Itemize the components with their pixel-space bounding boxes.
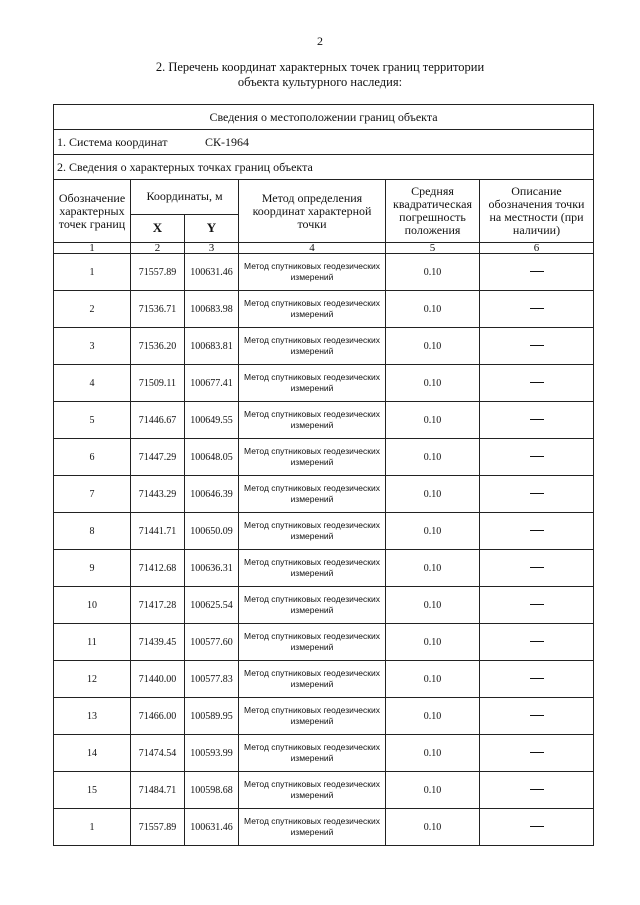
method-cell: Метод спутниковых геодезических измерений bbox=[239, 365, 386, 402]
column-number-6: 6 bbox=[480, 243, 594, 254]
method-cell: Метод спутниковых геодезических измерений bbox=[239, 587, 386, 624]
error-cell: 0.10 bbox=[386, 772, 480, 809]
x-cell: 71557.89 bbox=[131, 809, 185, 846]
error-cell: 0.10 bbox=[386, 365, 480, 402]
method-cell: Метод спутниковых геодезических измерений bbox=[239, 550, 386, 587]
method-cell: Метод спутниковых геодезических измерений bbox=[239, 698, 386, 735]
heading-line-2: объекта культурного наследия: bbox=[237, 75, 403, 89]
header-y: Y bbox=[185, 214, 239, 242]
x-cell: 71509.11 bbox=[131, 365, 185, 402]
x-cell: 71557.89 bbox=[131, 254, 185, 291]
x-cell: 71536.71 bbox=[131, 291, 185, 328]
x-cell: 71484.71 bbox=[131, 772, 185, 809]
method-cell: Метод спутниковых геодезических измерений bbox=[239, 809, 386, 846]
description-cell bbox=[480, 254, 594, 291]
dash-mark bbox=[530, 789, 544, 790]
method-cell: Метод спутниковых геодезических измерений bbox=[239, 513, 386, 550]
x-cell: 71440.00 bbox=[131, 661, 185, 698]
table-row bbox=[54, 402, 594, 439]
table-row bbox=[54, 550, 594, 587]
table-row bbox=[54, 661, 594, 698]
table-row bbox=[54, 698, 594, 735]
dash-mark bbox=[530, 641, 544, 642]
header-description: Описание обозначения точки на местности (при наличии) bbox=[480, 180, 594, 243]
table-row bbox=[54, 328, 594, 365]
error-cell: 0.10 bbox=[386, 439, 480, 476]
point-cell: 11 bbox=[54, 624, 131, 661]
section-title: Сведения о местоположении границ объекта bbox=[54, 105, 594, 130]
description-cell bbox=[480, 476, 594, 513]
method-cell: Метод спутниковых геодезических измерений bbox=[239, 402, 386, 439]
y-cell: 100598.68 bbox=[185, 772, 239, 809]
x-cell: 71447.29 bbox=[131, 439, 185, 476]
page-number: 2 bbox=[317, 34, 323, 48]
description-cell bbox=[480, 291, 594, 328]
dash-mark bbox=[530, 271, 544, 272]
header-error: Средняя квадратическая погрешность положения bbox=[386, 180, 480, 243]
description-cell bbox=[480, 698, 594, 735]
dash-mark bbox=[530, 308, 544, 309]
point-cell: 15 bbox=[54, 772, 131, 809]
description-cell bbox=[480, 809, 594, 846]
method-cell: Метод спутниковых геодезических измерений bbox=[239, 328, 386, 365]
dash-mark bbox=[530, 567, 544, 568]
y-cell: 100646.39 bbox=[185, 476, 239, 513]
heading-line-1: 2. Перечень координат характерных точек границ территории bbox=[155, 60, 485, 74]
description-cell bbox=[480, 735, 594, 772]
point-cell: 6 bbox=[54, 439, 131, 476]
error-cell: 0.10 bbox=[386, 550, 480, 587]
method-cell: Метод спутниковых геодезических измерений bbox=[239, 291, 386, 328]
error-cell: 0.10 bbox=[386, 328, 480, 365]
y-cell: 100631.46 bbox=[185, 809, 239, 846]
error-cell: 0.10 bbox=[386, 624, 480, 661]
point-cell: 1 bbox=[54, 809, 131, 846]
method-cell: Метод спутниковых геодезических измерений bbox=[239, 439, 386, 476]
method-cell: Метод спутниковых геодезических измерений bbox=[239, 476, 386, 513]
table-row bbox=[54, 587, 594, 624]
x-cell: 71446.67 bbox=[131, 402, 185, 439]
dash-mark bbox=[530, 604, 544, 605]
column-number-3: 3 bbox=[185, 243, 239, 254]
point-cell: 14 bbox=[54, 735, 131, 772]
dash-mark bbox=[530, 493, 544, 494]
x-cell: 71412.68 bbox=[131, 550, 185, 587]
table-row bbox=[54, 291, 594, 328]
error-cell: 0.10 bbox=[386, 513, 480, 550]
header-x: X bbox=[131, 214, 185, 242]
points-title: 2. Сведения о характерных точках границ объекта bbox=[54, 155, 594, 180]
y-cell: 100648.05 bbox=[185, 439, 239, 476]
dash-mark bbox=[530, 715, 544, 716]
point-cell: 13 bbox=[54, 698, 131, 735]
y-cell: 100625.54 bbox=[185, 587, 239, 624]
column-number-5: 5 bbox=[386, 243, 480, 254]
method-cell: Метод спутниковых геодезических измерений bbox=[239, 661, 386, 698]
error-cell: 0.10 bbox=[386, 291, 480, 328]
method-cell: Метод спутниковых геодезических измерений bbox=[239, 254, 386, 291]
table-row bbox=[54, 365, 594, 402]
error-cell: 0.10 bbox=[386, 735, 480, 772]
y-cell: 100650.09 bbox=[185, 513, 239, 550]
coordinates-table bbox=[53, 104, 594, 846]
point-cell: 1 bbox=[54, 254, 131, 291]
dash-mark bbox=[530, 678, 544, 679]
error-cell: 0.10 bbox=[386, 661, 480, 698]
description-cell bbox=[480, 624, 594, 661]
table-row bbox=[54, 439, 594, 476]
y-cell: 100649.55 bbox=[185, 402, 239, 439]
description-cell bbox=[480, 439, 594, 476]
y-cell: 100593.99 bbox=[185, 735, 239, 772]
x-cell: 71439.45 bbox=[131, 624, 185, 661]
table-row bbox=[54, 624, 594, 661]
error-cell: 0.10 bbox=[386, 587, 480, 624]
error-cell: 0.10 bbox=[386, 698, 480, 735]
y-cell: 100683.98 bbox=[185, 291, 239, 328]
point-cell: 5 bbox=[54, 402, 131, 439]
x-cell: 71417.28 bbox=[131, 587, 185, 624]
x-cell: 71466.00 bbox=[131, 698, 185, 735]
point-cell: 7 bbox=[54, 476, 131, 513]
y-cell: 100577.60 bbox=[185, 624, 239, 661]
description-cell bbox=[480, 402, 594, 439]
table-row bbox=[54, 513, 594, 550]
column-number-4: 4 bbox=[239, 243, 386, 254]
table-row bbox=[54, 735, 594, 772]
point-cell: 3 bbox=[54, 328, 131, 365]
header-point: Обозначение характерных точек границ bbox=[54, 180, 131, 243]
point-cell: 12 bbox=[54, 661, 131, 698]
dash-mark bbox=[530, 530, 544, 531]
list-heading bbox=[0, 60, 640, 90]
description-cell bbox=[480, 772, 594, 809]
y-cell: 100589.95 bbox=[185, 698, 239, 735]
column-number-1: 1 bbox=[54, 243, 131, 254]
description-cell bbox=[480, 587, 594, 624]
description-cell bbox=[480, 328, 594, 365]
dash-mark bbox=[530, 419, 544, 420]
error-cell: 0.10 bbox=[386, 476, 480, 513]
dash-mark bbox=[530, 752, 544, 753]
y-cell: 100631.46 bbox=[185, 254, 239, 291]
point-cell: 8 bbox=[54, 513, 131, 550]
dash-mark bbox=[530, 456, 544, 457]
dash-mark bbox=[530, 382, 544, 383]
method-cell: Метод спутниковых геодезических измерений bbox=[239, 624, 386, 661]
coord-system-label: 1. Система координат bbox=[57, 134, 168, 149]
description-cell bbox=[480, 513, 594, 550]
x-cell: 71441.71 bbox=[131, 513, 185, 550]
point-cell: 10 bbox=[54, 587, 131, 624]
table-row bbox=[54, 476, 594, 513]
column-number-2: 2 bbox=[131, 243, 185, 254]
y-cell: 100577.83 bbox=[185, 661, 239, 698]
table-row bbox=[54, 809, 594, 846]
header-method: Метод определения координат характерной точки bbox=[239, 180, 386, 243]
y-cell: 100677.41 bbox=[185, 365, 239, 402]
point-cell: 4 bbox=[54, 365, 131, 402]
header-coords: Координаты, м bbox=[131, 180, 239, 215]
table-row bbox=[54, 254, 594, 291]
error-cell: 0.10 bbox=[386, 809, 480, 846]
coord-system-row bbox=[54, 130, 594, 155]
dash-mark bbox=[530, 826, 544, 827]
error-cell: 0.10 bbox=[386, 254, 480, 291]
description-cell bbox=[480, 365, 594, 402]
point-cell: 2 bbox=[54, 291, 131, 328]
description-cell bbox=[480, 661, 594, 698]
x-cell: 71474.54 bbox=[131, 735, 185, 772]
point-cell: 9 bbox=[54, 550, 131, 587]
x-cell: 71536.20 bbox=[131, 328, 185, 365]
method-cell: Метод спутниковых геодезических измерений bbox=[239, 735, 386, 772]
method-cell: Метод спутниковых геодезических измерений bbox=[239, 772, 386, 809]
y-cell: 100683.81 bbox=[185, 328, 239, 365]
table-row bbox=[54, 772, 594, 809]
description-cell bbox=[480, 550, 594, 587]
coord-system-value: СК-1964 bbox=[205, 134, 250, 149]
x-cell: 71443.29 bbox=[131, 476, 185, 513]
error-cell: 0.10 bbox=[386, 402, 480, 439]
y-cell: 100636.31 bbox=[185, 550, 239, 587]
dash-mark bbox=[530, 345, 544, 346]
